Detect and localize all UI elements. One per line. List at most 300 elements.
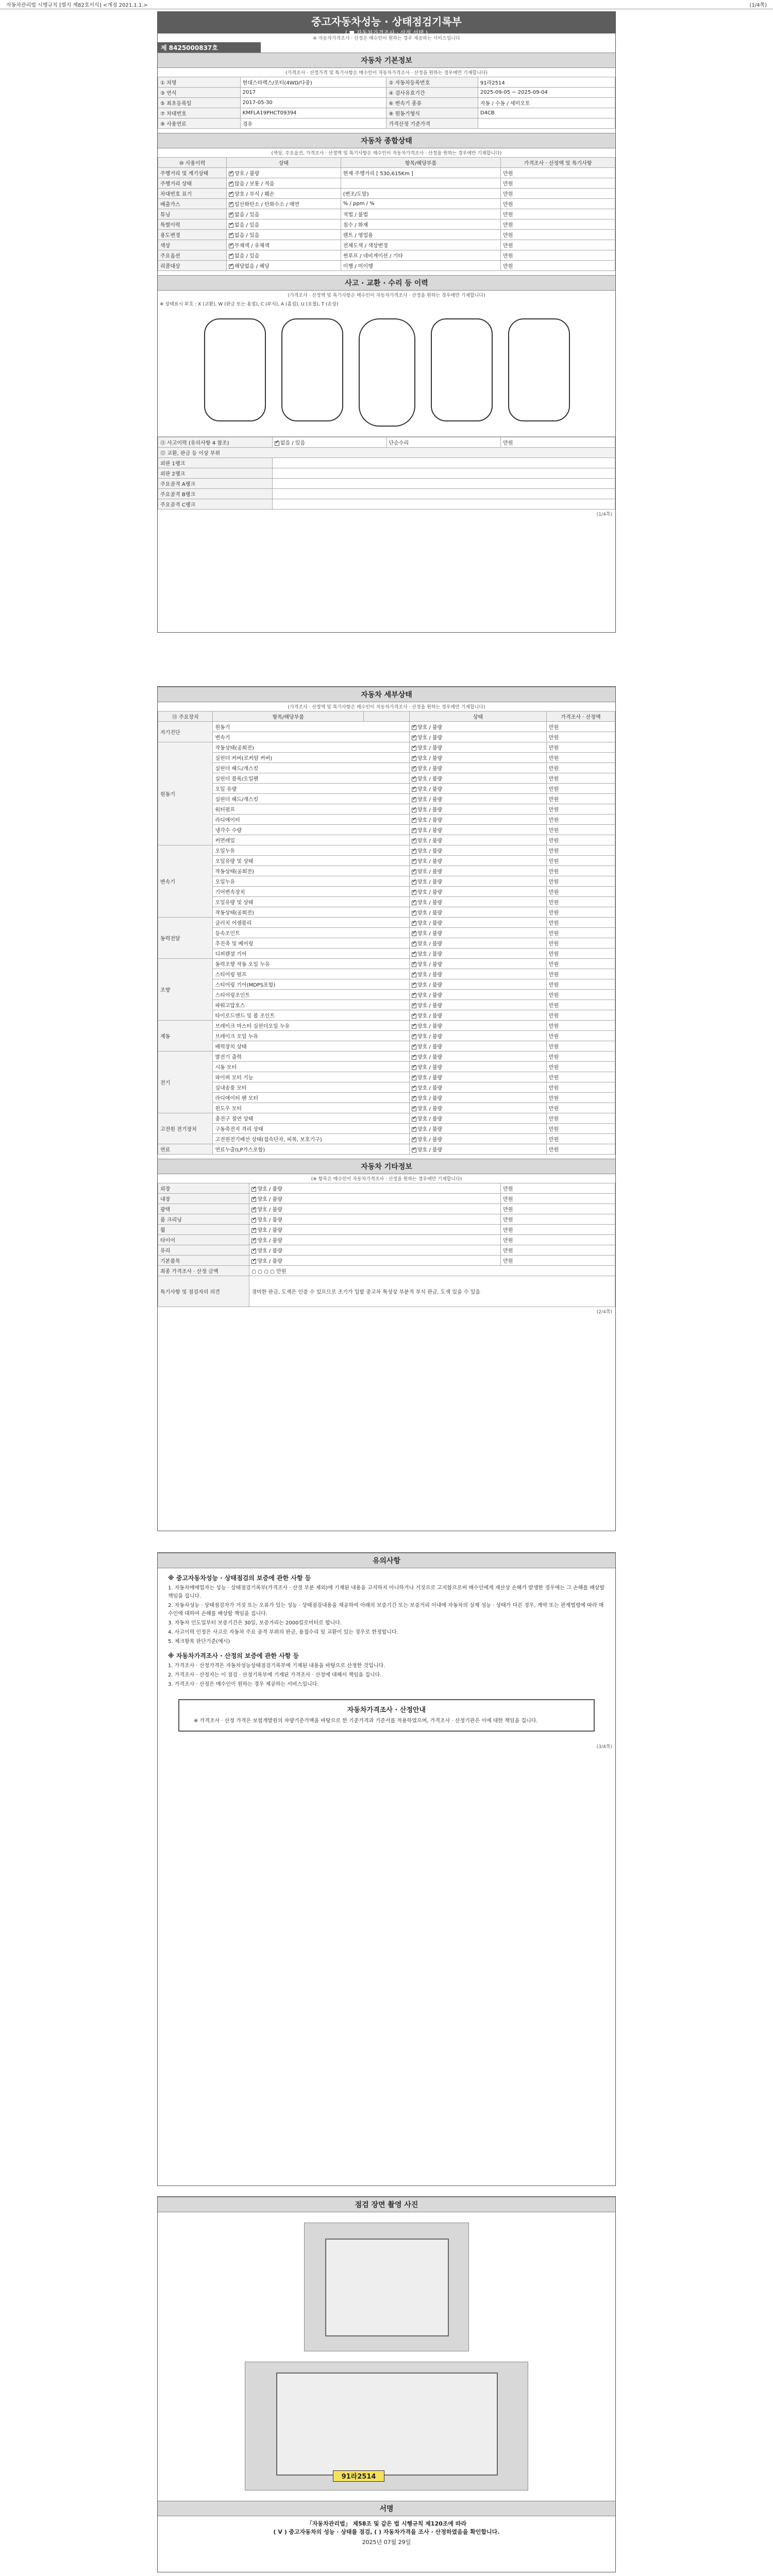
checkbox-icon bbox=[412, 808, 416, 812]
detail-state: ✓ 양호 / 불량 bbox=[409, 990, 546, 1000]
guide-paragraph: 2. 가격조사 · 산정자는 이 점검 · 산정기록부에 기재된 가격조사 · 산정에 대해서 책임을 집니다. bbox=[168, 1672, 382, 1678]
detail-state: ✓ 양호 / 불량 bbox=[409, 1041, 546, 1052]
basic-value: 현대스타렉스/포터(4WD/다중) bbox=[240, 77, 386, 88]
form-title: 중고자동차성능 · 상태점검기록부 bbox=[311, 15, 462, 28]
license-plate: 91라2514 bbox=[333, 2470, 384, 2482]
basic-label: ⑤ 최초등록일 bbox=[158, 98, 241, 108]
detail-item: 작동상태(공회전) bbox=[213, 866, 409, 876]
detail-item: 원동기 bbox=[213, 722, 409, 732]
overall-price: 만원 bbox=[501, 168, 615, 178]
overall-row bbox=[158, 209, 615, 219]
detail-row bbox=[158, 990, 615, 1000]
detail-state: ✓ 양호 / 불량 bbox=[409, 804, 546, 815]
other-item: 광택 bbox=[158, 1204, 249, 1214]
detail-column-header: 가격조사 · 산정액 bbox=[546, 711, 615, 722]
overall-price: 만원 bbox=[501, 240, 615, 250]
overall-item: 주행거리 상태 bbox=[158, 178, 227, 189]
other-info-title: 자동차 기타정보 bbox=[158, 1159, 615, 1174]
detail-state: ✓ 양호 / 불량 bbox=[409, 1144, 546, 1155]
overall-row bbox=[158, 178, 615, 189]
detail-item: 오일 유량 bbox=[213, 784, 409, 794]
detail-price: 만원 bbox=[546, 856, 615, 866]
checkbox-icon bbox=[412, 1024, 416, 1029]
car-top-icon bbox=[359, 318, 415, 427]
detail-group: 제동 bbox=[158, 1021, 213, 1052]
checkbox-icon bbox=[412, 859, 416, 864]
detail-state: ✓ 양호 / 불량 bbox=[409, 1072, 546, 1082]
detail-price: 만원 bbox=[546, 753, 615, 763]
detail-state: ✓ 양호 / 불량 bbox=[409, 1124, 546, 1134]
guide-paragraph: 1. 자동차매매업자는 성능 · 상태점검기록부(가격조사 · 산정 부분 제외)에 기재된 내용을 고지하지 아니하거나 거짓으로 고지함으로써 매수인에게 재산상 손해가 발생한 경우에는 그 손해를 배상할 책임을 집니다. bbox=[168, 1585, 605, 1599]
guide-paragraph: 3. 가격조사 · 산정은 매수인이 원하는 경우 제공하는 서비스입니다. bbox=[168, 1682, 319, 1687]
overall-column-header: 가격조사 · 산정액 및 특기사항 bbox=[501, 158, 615, 168]
overall-state: ✓ 없음 / 있음 bbox=[227, 250, 341, 261]
detail-row bbox=[158, 1072, 615, 1082]
rank-value bbox=[272, 468, 615, 479]
other-state: ✓ 양호 / 불량 bbox=[249, 1245, 501, 1256]
rank-row bbox=[158, 479, 615, 489]
photo-section-title: 점검 장면 촬영 사진 bbox=[158, 2197, 615, 2212]
other-row bbox=[158, 1183, 615, 1194]
page-indicator: (1/4쪽) bbox=[749, 3, 767, 8]
overall-row bbox=[158, 240, 615, 250]
checkbox-icon bbox=[412, 746, 416, 751]
overall-item: 색상 bbox=[158, 240, 227, 250]
basic-label: ⑨ 사용연료 bbox=[158, 118, 241, 129]
detail-row bbox=[158, 928, 615, 938]
overall-row bbox=[158, 219, 615, 230]
other-row bbox=[158, 1204, 615, 1214]
overall-item: 리콜대상 bbox=[158, 261, 227, 271]
other-state: ✓ 양호 / 불량 bbox=[249, 1183, 501, 1194]
detail-column-header: ⑬ 주요장치 bbox=[158, 711, 213, 722]
detail-price: 만원 bbox=[546, 990, 615, 1000]
detail-item: 연료누출(LP가스포함) bbox=[213, 1144, 409, 1155]
detail-row bbox=[158, 835, 615, 845]
detail-item: 와이퍼 모터 기능 bbox=[213, 1072, 409, 1082]
detail-item: 냉각수 수량 bbox=[213, 825, 409, 835]
rank-row bbox=[158, 458, 615, 468]
other-price: 만원 bbox=[501, 1256, 615, 1266]
rank-row bbox=[158, 499, 615, 510]
detail-price: 만원 bbox=[546, 1072, 615, 1082]
checkbox-icon bbox=[412, 993, 416, 998]
other-item: 휠 bbox=[158, 1225, 249, 1235]
rank-value bbox=[272, 479, 615, 489]
detail-item: 시동 모터 bbox=[213, 1062, 409, 1072]
basic-label: ① 차명 bbox=[158, 77, 241, 88]
detail-price: 만원 bbox=[546, 742, 615, 753]
other-row bbox=[158, 1235, 615, 1245]
guide-title: 유의사항 bbox=[158, 1553, 615, 1568]
detail-state: ✓ 양호 / 불량 bbox=[409, 1052, 546, 1062]
detail-row bbox=[158, 1021, 615, 1031]
detail-state: ✓ 양호 / 불량 bbox=[409, 959, 546, 969]
checkbox-icon bbox=[412, 849, 416, 854]
detail-state: ✓ 양호 / 불량 bbox=[409, 722, 546, 732]
detail-price: 만원 bbox=[546, 784, 615, 794]
overall-detail: 현재 주행거리 [ 530,615Km ] bbox=[341, 168, 500, 178]
detail-state: ✓ 양호 / 불량 bbox=[409, 979, 546, 990]
checkbox-icon bbox=[412, 931, 416, 936]
basic-info-row bbox=[158, 98, 615, 108]
overall-item: 특별이력 bbox=[158, 219, 227, 230]
final-price-value: ○ ○ ○ ○ 만원 bbox=[249, 1266, 615, 1276]
car-side-right-icon bbox=[508, 318, 570, 421]
overall-detail: 전체도색 / 색상변경 bbox=[341, 240, 500, 250]
page-1 bbox=[157, 11, 616, 633]
accident-table bbox=[158, 437, 615, 510]
overall-item: 주요옵션 bbox=[158, 250, 227, 261]
detail-state: ✓ 양호 / 불량 bbox=[409, 876, 546, 887]
basic-label: ④ 검사유효기간 bbox=[386, 88, 478, 98]
detail-state: ✓ 양호 / 불량 bbox=[409, 907, 546, 918]
detail-row bbox=[158, 1082, 615, 1093]
checkbox-icon bbox=[229, 244, 233, 248]
rank-row bbox=[158, 489, 615, 499]
detail-price: 만원 bbox=[546, 1103, 615, 1113]
detail-item: 스티어링 기어(MDPS포함) bbox=[213, 979, 409, 990]
overall-detail: 이행 / 미이행 bbox=[341, 261, 500, 271]
basic-label: ⑧ 원동기형식 bbox=[386, 108, 478, 118]
overall-price: 만원 bbox=[501, 219, 615, 230]
rank-value bbox=[272, 489, 615, 499]
other-state: ✓ 양호 / 불량 bbox=[249, 1225, 501, 1235]
front-photo bbox=[304, 2223, 469, 2351]
detail-state: ✓ 양호 / 불량 bbox=[409, 1134, 546, 1144]
checkbox-icon bbox=[412, 798, 416, 802]
detail-price: 만원 bbox=[546, 1031, 615, 1041]
checkbox-icon bbox=[412, 952, 416, 957]
overall-row bbox=[158, 261, 615, 271]
overall-state: ✓ 없음 / 있음 bbox=[227, 230, 341, 240]
detail-state: ✓ 양호 / 불량 bbox=[409, 866, 546, 876]
detail-item: 실린더 블록/오일팬 bbox=[213, 773, 409, 784]
detail-row bbox=[158, 1000, 615, 1010]
detail-state: ✓ 양호 / 불량 bbox=[409, 763, 546, 773]
rank-label: 주요골격 B랭크 bbox=[158, 489, 273, 499]
detail-price: 만원 bbox=[546, 866, 615, 876]
detail-row bbox=[158, 876, 615, 887]
detail-price: 만원 bbox=[546, 722, 615, 732]
detail-price: 만원 bbox=[546, 918, 615, 928]
basic-info-title: 자동차 기본정보 bbox=[158, 53, 615, 68]
overall-detail: 적법 / 불법 bbox=[341, 209, 500, 219]
overall-state: ✓ 해당없음 / 해당 bbox=[227, 261, 341, 271]
other-price: 만원 bbox=[501, 1194, 615, 1204]
detail-row bbox=[158, 866, 615, 876]
checkbox-icon bbox=[412, 983, 416, 988]
guide-heading-1: ※ 중고자동차성능 · 상태점검의 보증에 관한 사항 등 bbox=[168, 1574, 311, 1582]
detail-item: 디퍼렌셜 기어 bbox=[213, 948, 409, 959]
detail-group: 연료 bbox=[158, 1144, 213, 1155]
accident-legend: ※ 상태표시 부호 : X (교환), W (판금 또는 용접), C (부식), A (흠집), U (요철), T (손상) bbox=[160, 302, 339, 307]
checkbox-icon bbox=[229, 233, 233, 238]
overall-item: 배출가스 bbox=[158, 199, 227, 209]
overall-state: ✓ 많음 / 보통 / 적음 bbox=[227, 178, 341, 189]
accident-title: 사고 · 교환 · 수리 등 이력 bbox=[158, 275, 615, 291]
detail-price: 만원 bbox=[546, 1144, 615, 1155]
detail-price: 만원 bbox=[546, 979, 615, 990]
detail-state: ✓ 양호 / 불량 bbox=[409, 773, 546, 784]
signature-law-text: 「자동차관리법」 제58조 및 같은 법 시행규칙 제120조에 따라 bbox=[306, 2520, 467, 2527]
checkbox-icon bbox=[229, 213, 233, 217]
page-1-mark: (1/4쪽) bbox=[596, 512, 612, 517]
detail-item: 실린더 헤드/개스킷 bbox=[213, 794, 409, 804]
car-front-icon bbox=[281, 318, 343, 421]
basic-value: 2017 bbox=[240, 88, 386, 98]
overall-row bbox=[158, 189, 615, 199]
basic-value bbox=[478, 118, 615, 129]
detail-state: ✓ 양호 / 불량 bbox=[409, 742, 546, 753]
detail-state: ✓ 양호 / 불량 bbox=[409, 1000, 546, 1010]
page-3-mark: (3/4쪽) bbox=[596, 1744, 612, 1750]
overall-column-header: 상태 bbox=[227, 158, 341, 168]
detail-row bbox=[158, 1010, 615, 1021]
detail-price: 만원 bbox=[546, 763, 615, 773]
detail-state: ✓ 양호 / 불량 bbox=[409, 1031, 546, 1041]
detail-price: 만원 bbox=[546, 1052, 615, 1062]
checkbox-icon bbox=[412, 736, 416, 740]
overall-row bbox=[158, 168, 615, 178]
basic-info-table bbox=[158, 77, 615, 129]
detail-row bbox=[158, 959, 615, 969]
basic-label: ⑦ 차대번호 bbox=[158, 108, 241, 118]
other-row bbox=[158, 1214, 615, 1225]
detail-state: ✓ 양호 / 불량 bbox=[409, 1113, 546, 1124]
detail-price: 만원 bbox=[546, 1093, 615, 1103]
signature-confirm-text: ( V ) 중고자동차의 성능 · 상태를 점검, ( ) 자동차가격을 조사 · 산정하였음을 확인합니다. bbox=[273, 2529, 500, 2535]
checkbox-icon bbox=[229, 182, 233, 187]
checkbox-icon bbox=[412, 911, 416, 916]
detail-row bbox=[158, 948, 615, 959]
detail-row bbox=[158, 753, 615, 763]
detail-item: 실린더 헤드/개스킷 bbox=[213, 763, 409, 773]
detail-row bbox=[158, 907, 615, 918]
other-info-table bbox=[158, 1183, 615, 1307]
detail-row bbox=[158, 845, 615, 856]
basic-value: 2017-05-30 bbox=[240, 98, 386, 108]
checkbox-icon bbox=[412, 890, 416, 895]
detail-item: 오일누유 bbox=[213, 845, 409, 856]
detail-row bbox=[158, 784, 615, 794]
basic-info-row bbox=[158, 88, 615, 98]
detail-row bbox=[158, 1041, 615, 1052]
checkbox-icon bbox=[412, 818, 416, 823]
abnormal-parts-label: ⑫ 교환, 판금 등 이상 부위 bbox=[158, 448, 615, 458]
detail-item: 고전원전기배선 상태(접속단자, 피복, 보호기구) bbox=[213, 1134, 409, 1144]
detail-price: 만원 bbox=[546, 1000, 615, 1010]
checkbox-icon bbox=[251, 1187, 256, 1192]
detail-row bbox=[158, 794, 615, 804]
detail-row bbox=[158, 856, 615, 866]
detail-price: 만원 bbox=[546, 732, 615, 742]
checkbox-icon bbox=[412, 1138, 416, 1142]
truck-front-icon bbox=[325, 2239, 449, 2336]
detail-price: 만원 bbox=[546, 804, 615, 815]
detail-group: 자기진단 bbox=[158, 722, 213, 742]
rank-label: 외판 1랭크 bbox=[158, 458, 273, 468]
overall-price: 만원 bbox=[501, 250, 615, 261]
page-2-mark: (2/4쪽) bbox=[596, 1310, 612, 1315]
detail-item: 오일누유 bbox=[213, 876, 409, 887]
detail-item: 타이로드엔드 및 볼 조인트 bbox=[213, 1010, 409, 1021]
detail-item: 구동축전지 격리 상태 bbox=[213, 1124, 409, 1134]
checkbox-icon bbox=[229, 202, 233, 207]
overall-detail: 침수 / 화재 bbox=[341, 219, 500, 230]
checkbox-icon bbox=[412, 756, 416, 761]
overall-detail: 썬루프 / 네비게이션 / 기타 bbox=[341, 250, 500, 261]
checkbox-icon bbox=[229, 223, 233, 228]
detail-status-title: 자동차 세부상태 bbox=[158, 687, 615, 702]
overall-detail: 렌트 / 영업용 bbox=[341, 230, 500, 240]
detail-column-header: 항목/해당부품 bbox=[213, 711, 364, 722]
rank-label: 주요골격 A랭크 bbox=[158, 479, 273, 489]
overall-column-header: ⑩ 사용이력 bbox=[158, 158, 227, 168]
detail-price: 만원 bbox=[546, 1134, 615, 1144]
other-row bbox=[158, 1245, 615, 1256]
checkbox-icon bbox=[251, 1197, 256, 1202]
detail-item: 라디에이터 팬 모터 bbox=[213, 1093, 409, 1103]
checkbox-icon bbox=[412, 767, 416, 771]
basic-label: 가격산정 기준가격 bbox=[386, 118, 478, 129]
rank-value bbox=[272, 499, 615, 510]
detail-item: 스티어링조인트 bbox=[213, 990, 409, 1000]
detail-price: 만원 bbox=[546, 1113, 615, 1124]
detail-group: 변속기 bbox=[158, 845, 213, 918]
detail-state: ✓ 양호 / 불량 bbox=[409, 753, 546, 763]
detail-price: 만원 bbox=[546, 938, 615, 948]
overall-status-table bbox=[158, 157, 615, 271]
overall-item: 주행거리 및 계기상태 bbox=[158, 168, 227, 178]
pricing-guide-box bbox=[178, 1699, 595, 1732]
other-state: ✓ 양호 / 불량 bbox=[249, 1235, 501, 1245]
final-price-label: 최종 가격조사 · 산정 금액 bbox=[158, 1266, 249, 1276]
detail-state: ✓ 양호 / 불량 bbox=[409, 732, 546, 742]
rank-row bbox=[158, 468, 615, 479]
detail-price: 만원 bbox=[546, 794, 615, 804]
checkbox-icon bbox=[251, 1228, 256, 1233]
page-3 bbox=[157, 1552, 616, 2186]
overall-state: ✓ 무채색 / 유채색 bbox=[227, 240, 341, 250]
detail-row bbox=[158, 1031, 615, 1041]
detail-state: ✓ 양호 / 불량 bbox=[409, 918, 546, 928]
guide-heading-2: ※ 자동차가격조사 · 산정의 보증에 관한 사항 등 bbox=[168, 1652, 299, 1659]
overall-item: 용도변경 bbox=[158, 230, 227, 240]
basic-label: ⑥ 변속기 종류 bbox=[386, 98, 478, 108]
checkbox-icon bbox=[412, 839, 416, 843]
guide-paragraph: 4. 사고이력 인정은 사고로 자동차 주요 골격 부위의 판금, 용접수리 및 교환이 있는 경우로 한정합니다. bbox=[168, 1630, 398, 1635]
detail-state: ✓ 양호 / 불량 bbox=[409, 887, 546, 897]
detail-item: 오일유량 및 상태 bbox=[213, 897, 409, 907]
other-row bbox=[158, 1225, 615, 1235]
signature-title: 서명 bbox=[158, 2501, 615, 2516]
detail-item: 작동상태(공회전) bbox=[213, 742, 409, 753]
certificate-number: 제 8425000837호 bbox=[158, 42, 261, 53]
other-state: ✓ 양호 / 불량 bbox=[249, 1204, 501, 1214]
detail-state: ✓ 양호 / 불량 bbox=[409, 969, 546, 979]
detail-row bbox=[158, 742, 615, 753]
checkbox-icon bbox=[412, 942, 416, 946]
form-note: ※ 자동차가격조사 · 산정은 매수인이 원하는 경우 제공하는 서비스입니다 bbox=[313, 36, 460, 41]
checkbox-icon bbox=[412, 880, 416, 885]
detail-row bbox=[158, 969, 615, 979]
basic-info-row bbox=[158, 77, 615, 88]
detail-item: 윈도우 모터 bbox=[213, 1103, 409, 1113]
checkbox-icon bbox=[229, 172, 233, 176]
detail-row bbox=[158, 897, 615, 907]
overall-detail bbox=[341, 178, 500, 189]
detail-row bbox=[158, 815, 615, 825]
checkbox-icon bbox=[251, 1208, 256, 1212]
detail-price: 만원 bbox=[546, 887, 615, 897]
overall-row bbox=[158, 250, 615, 261]
detail-item: 추진축 및 베어링 bbox=[213, 938, 409, 948]
detail-price: 만원 bbox=[546, 969, 615, 979]
overall-row bbox=[158, 230, 615, 240]
pricing-guide-title: 자동차가격조사 · 산정안내 bbox=[347, 1706, 426, 1714]
detail-row bbox=[158, 722, 615, 732]
basic-value: 2025-09-05 ~ 2025-09-04 bbox=[478, 88, 615, 98]
detail-row bbox=[158, 732, 615, 742]
page-2 bbox=[157, 686, 616, 1531]
checkbox-icon bbox=[251, 1259, 256, 1264]
detail-state: ✓ 양호 / 불량 bbox=[409, 1062, 546, 1072]
other-price: 만원 bbox=[501, 1183, 615, 1194]
basic-value: 91라2514 bbox=[478, 77, 615, 88]
car-rear-icon bbox=[431, 318, 493, 421]
other-item: 룸 크리닝 bbox=[158, 1214, 249, 1225]
detail-price: 만원 bbox=[546, 1021, 615, 1031]
rear-photo bbox=[245, 2362, 528, 2490]
signature-date: 2025년 07월 29일 bbox=[362, 2539, 411, 2546]
detail-state: ✓ 양호 / 불량 bbox=[409, 897, 546, 907]
checkbox-icon bbox=[412, 1086, 416, 1091]
detail-price: 만원 bbox=[546, 948, 615, 959]
checkbox-icon bbox=[412, 725, 416, 730]
basic-value: D4CB bbox=[478, 108, 615, 118]
other-info-note: (※ 항목은 매수인이 자동차가격조사 · 산정을 원하는 경우에만 기재합니다) bbox=[311, 1177, 462, 1182]
checkbox-icon bbox=[412, 901, 416, 905]
overall-price: 만원 bbox=[501, 189, 615, 199]
detail-row bbox=[158, 825, 615, 835]
detail-price: 만원 bbox=[546, 825, 615, 835]
overall-state: ✓ 일산화탄소 / 탄화수소 / 매연 bbox=[227, 199, 341, 209]
checkbox-icon bbox=[412, 1076, 416, 1080]
checkbox-icon bbox=[251, 1218, 256, 1223]
detail-price: 만원 bbox=[546, 1010, 615, 1021]
detail-state: ✓ 양호 / 불량 bbox=[409, 835, 546, 845]
detail-row bbox=[158, 1062, 615, 1072]
checkbox-icon bbox=[412, 1117, 416, 1122]
checkbox-icon bbox=[251, 1249, 256, 1253]
guide-paragraph: 5. 체크항목 판단기준(예시) bbox=[168, 1639, 230, 1645]
detail-row bbox=[158, 918, 615, 928]
detail-item: 워터펌프 bbox=[213, 804, 409, 815]
other-state: ✓ 양호 / 불량 bbox=[249, 1256, 501, 1266]
overall-state: ✓ 없음 / 있음 bbox=[227, 209, 341, 219]
opinion-value: 경미한 판금, 도색은 인증 수 있으므로 조기가 입할 중고차 특성상 부분적 부식 판금, 도색 있을 수 있음 bbox=[249, 1276, 615, 1307]
overall-state: ✓ 양호 / 부식 / 훼손 bbox=[227, 189, 341, 199]
form-subtitle: ( ■ 자동차가격조사 · 산정 선택 ) bbox=[345, 29, 428, 36]
detail-price: 만원 bbox=[546, 1062, 615, 1072]
overall-state: ✓ 양호 / 불량 bbox=[227, 168, 341, 178]
detail-column-header: 상태 bbox=[409, 711, 546, 722]
other-price: 만원 bbox=[501, 1225, 615, 1235]
overall-status-note: (색상, 주요옵션, 가격조사 · 산정액 및 특기사항은 매수인이 자동차가격조사 · 산정을 원하는 경우에만 기재합니다) bbox=[271, 151, 502, 156]
guide-paragraph: 2. 자동차성능 · 상태점검자가 거짓 또는 오류가 있는 성능 · 상태점검내용을 제공하여 아래의 보증기간 또는 보증거리 이내에 자동차의 실제 성능 · 상태가 다른 경우, 계약 또는 관계법령에 따라 매수인에 대하여 손해를 배상할 책임을 집니다. bbox=[168, 1603, 604, 1617]
other-row bbox=[158, 1256, 615, 1266]
